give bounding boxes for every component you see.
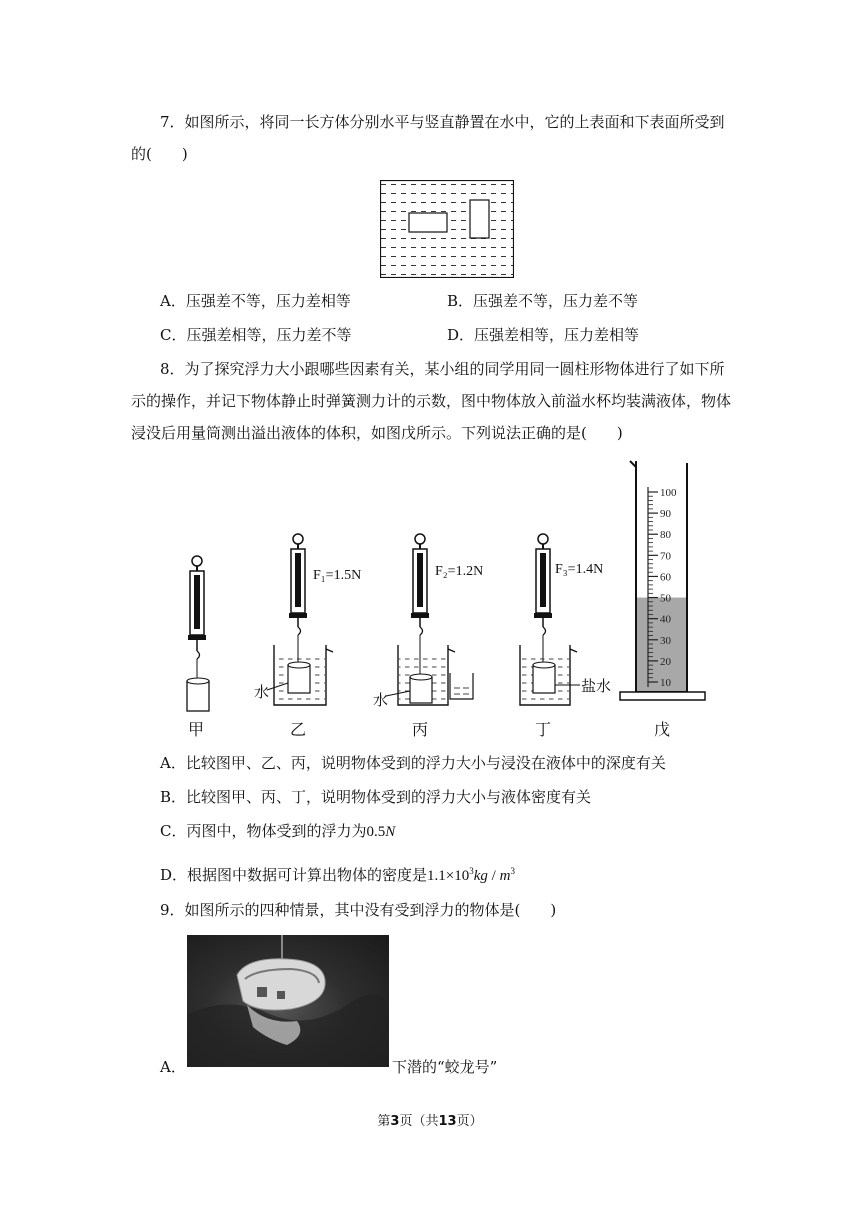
label-wu: 戊 [654,722,671,739]
q9-option-a-caption: 下潜的“蛟龙号” [392,1058,498,1076]
setup-ding [520,534,580,705]
q7-option-a[interactable]: A．压强差不等，压力差相等 [160,292,351,310]
q8-option-c[interactable] [160,820,395,843]
q7-stem-line1: 7．如图所示，将同一长方体分别水平与竖直静置在水中，它的上表面和下表面所受到 [160,113,725,131]
q8-option-d-unit1: kg [473,868,488,884]
q7-stem-line2: 的( ) [131,145,188,163]
q8-option-d-text: D．根据图中数据可计算出物体的密度是 [160,866,428,884]
q8-stem-line3: 浸没后用量筒测出溢出液体的体积，如图戊所示。下列说法正确的是( ) [131,424,623,442]
q8-option-c-text: C．丙图中，物体受到的浮力为 [160,822,367,840]
water-label-yi: 水 [254,685,270,701]
q8-option-c-unit: N [385,824,396,840]
submarine-photo[interactable] [187,935,389,1067]
label-ding: 丁 [535,722,552,739]
cylinder-tick-label: 90 [660,508,671,521]
cylinder-base [620,692,705,700]
submarine-image [187,935,389,1067]
q7-figure [380,180,514,278]
cylinder-tick-label: 20 [660,655,671,668]
q8-figure [170,455,710,745]
q8-option-d-value: 1.1×10 [427,868,470,884]
footer-total-pages: 13 [438,1114,457,1129]
q8-option-b[interactable]: B．比较图甲、丙、丁，说明物体受到的浮力大小与液体密度有关 [160,788,592,806]
cylinder-object [187,681,209,711]
q8-option-c-value: 0.5 [366,824,386,840]
label-bing: 丙 [412,722,429,739]
footer-mid: 页（共 [399,1114,439,1129]
q8-stem-line2: 示的操作，并记下物体静止时弹簧测力计的示数，图中物体放入前溢水杯均装满液体，物体 [131,392,732,410]
cylinder-tick-label: 10 [660,677,671,689]
q7-option-c[interactable]: C．压强差相等，压力差不等 [160,326,352,344]
footer-page-number: 3 [390,1114,400,1129]
q8-option-d-unit2: m [499,868,511,884]
q8-option-d[interactable] [160,860,515,887]
setup-bing [386,534,473,705]
page-footer [0,1110,860,1129]
saltwater-label: 盐水 [581,679,612,695]
cylinder-tick-label: 60 [660,571,671,584]
setup-jia [187,556,209,711]
q8-option-d-slash: / [487,868,500,884]
cylinder-tick-label: 40 [660,613,671,626]
label-yi: 乙 [290,722,307,739]
horizontal-block [409,213,447,232]
footer-post: 页） [456,1114,483,1129]
cylinder-tick-label: 70 [660,550,671,563]
cylinder-tick-label: 50 [660,592,671,605]
q8-option-d-exp: 3 [469,866,474,876]
q7-option-b[interactable]: B．压强差不等，压力差不等 [447,292,639,310]
setup-yi [267,534,333,705]
overflow-cup [450,673,473,699]
q8-stem-line1: 8．为了探究浮力大小跟哪些因素有关，某小组的同学用同一圆柱形物体进行了如下所 [160,360,725,378]
q8-option-d-unit2-exp: 3 [510,866,515,876]
q8-option-a[interactable]: A．比较图甲、乙、丙，说明物体受到的浮力大小与浸没在液体中的深度有关 [160,754,666,772]
label-jia: 甲 [188,722,205,739]
vertical-block [470,200,489,238]
graduated-cylinder [620,461,705,700]
footer-pre: 第 [377,1114,391,1129]
cylinder-tick-label: 100 [660,487,677,499]
water-label-bing: 水 [373,693,389,709]
cylinder-tick-label: 80 [660,529,671,542]
q9-option-a-prefix[interactable]: A． [160,1058,186,1076]
f2-label: F₂=1.2N [435,564,484,579]
q7-option-d[interactable]: D．压强差相等，压力差相等 [447,326,640,344]
f3-label: F₃=1.4N [555,562,604,577]
f1-label: F₁=1.5N [313,568,362,583]
cylinder-tick-label: 30 [660,634,671,647]
q9-stem: 9．如图所示的四种情景，其中没有受到浮力的物体是( ) [160,901,557,919]
